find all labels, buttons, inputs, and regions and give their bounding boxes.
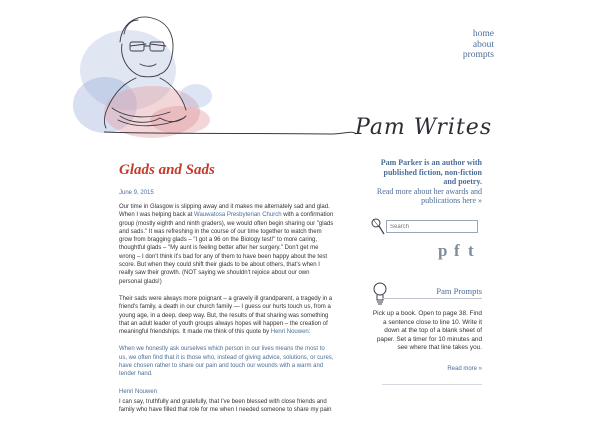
prompts-read-more[interactable]: Read more »: [447, 366, 482, 372]
post-text: Our time in Glasgow is slipping away and it makes me alternately sad and glad. When I was helping back at: [119, 204, 330, 219]
prompts-title: Pam Prompts: [436, 286, 482, 296]
awards-link[interactable]: Read more about her awards and publications here »: [376, 186, 482, 205]
divider: [382, 298, 482, 299]
site-signature[interactable]: [355, 115, 505, 145]
nav-about[interactable]: about: [472, 39, 494, 50]
author-intro: [370, 158, 482, 206]
post-text: with a confirmation group (mostly eighth and ninth graders), we would often begin sharing our "glads and sads." It was refreshing in the course of our time together to watch them grow from bragging glads – "I got a 96 on the Biology test!" to more caring, thoughtful glads – "My aunt is feeling better after her surgery." Don't get me wrong – I don't think it's bad for any of them to have been happy about the test score. But when they could shift their glads to be about others, that's when I really saw their growth. (NOT saying we shouldn't rejoice about our own personal glads!): [119, 212, 334, 285]
post-text: :: [308, 329, 311, 336]
post-paragraph: [119, 295, 334, 336]
post-paragraph: I can say, truthfully and gratefully, that I've been blessed with close friends and family who have filled that role for me when I needed someone to share my pain: [119, 398, 332, 414]
post-body: [119, 203, 334, 415]
post: [119, 162, 334, 424]
author-bio: Pam Parker is an author with published fiction, non-fiction and poetry.: [380, 158, 482, 186]
post-date: June 9, 2015: [119, 190, 154, 196]
signature-text: Pam Writes: [355, 115, 493, 140]
post-paragraph: [119, 203, 334, 286]
quote-attribution: Henri Nouwen: [119, 388, 158, 395]
social-links: [404, 241, 484, 263]
nav-prompts[interactable]: prompts: [462, 50, 494, 60]
divider: [382, 384, 482, 385]
prompt-text: Pick up a book. Open to page 38. Find a sentence close to line 10. Write it down at the top of a blank sheet of paper. Set a timer for 10 minutes and see where that line takes you.: [372, 310, 482, 352]
pinterest-icon[interactable]: p: [438, 241, 448, 260]
post-text: Their sads were always more poignant – a gravely ill grandparent, a tragedy in a friend's family, a death in our church family — I guess our hurts touch us, from a young age, in a deep, deep way. But, the results of that sharing was something that an adult leader of youth groups always hopes will happen – the creation of meaningful friendships. It made me think of this quote by: [119, 295, 333, 336]
blockquote: When we honestly ask ourselves which person in our lives means the most to us, we often find that it is those who, instead of giving advice, solutions, or cures, have chosen rather to share our pain and touch our wounds with a warm and tender hand.: [119, 346, 334, 378]
pen-icon: [370, 216, 386, 238]
church-link[interactable]: Wauwatosa Presbyterian Church: [194, 212, 282, 219]
twitter-icon[interactable]: t: [468, 241, 474, 260]
site-header: [0, 0, 600, 160]
facebook-icon[interactable]: f: [454, 241, 460, 260]
search-input[interactable]: [386, 220, 478, 233]
search-widget: [370, 216, 482, 240]
nav-home[interactable]: home: [472, 29, 494, 39]
watercolor-wash-blue: [180, 84, 212, 108]
post-title[interactable]: Glads and Sads: [119, 162, 215, 178]
nouwen-link[interactable]: Henri Nouwen: [270, 329, 309, 336]
main-nav: [463, 29, 494, 61]
